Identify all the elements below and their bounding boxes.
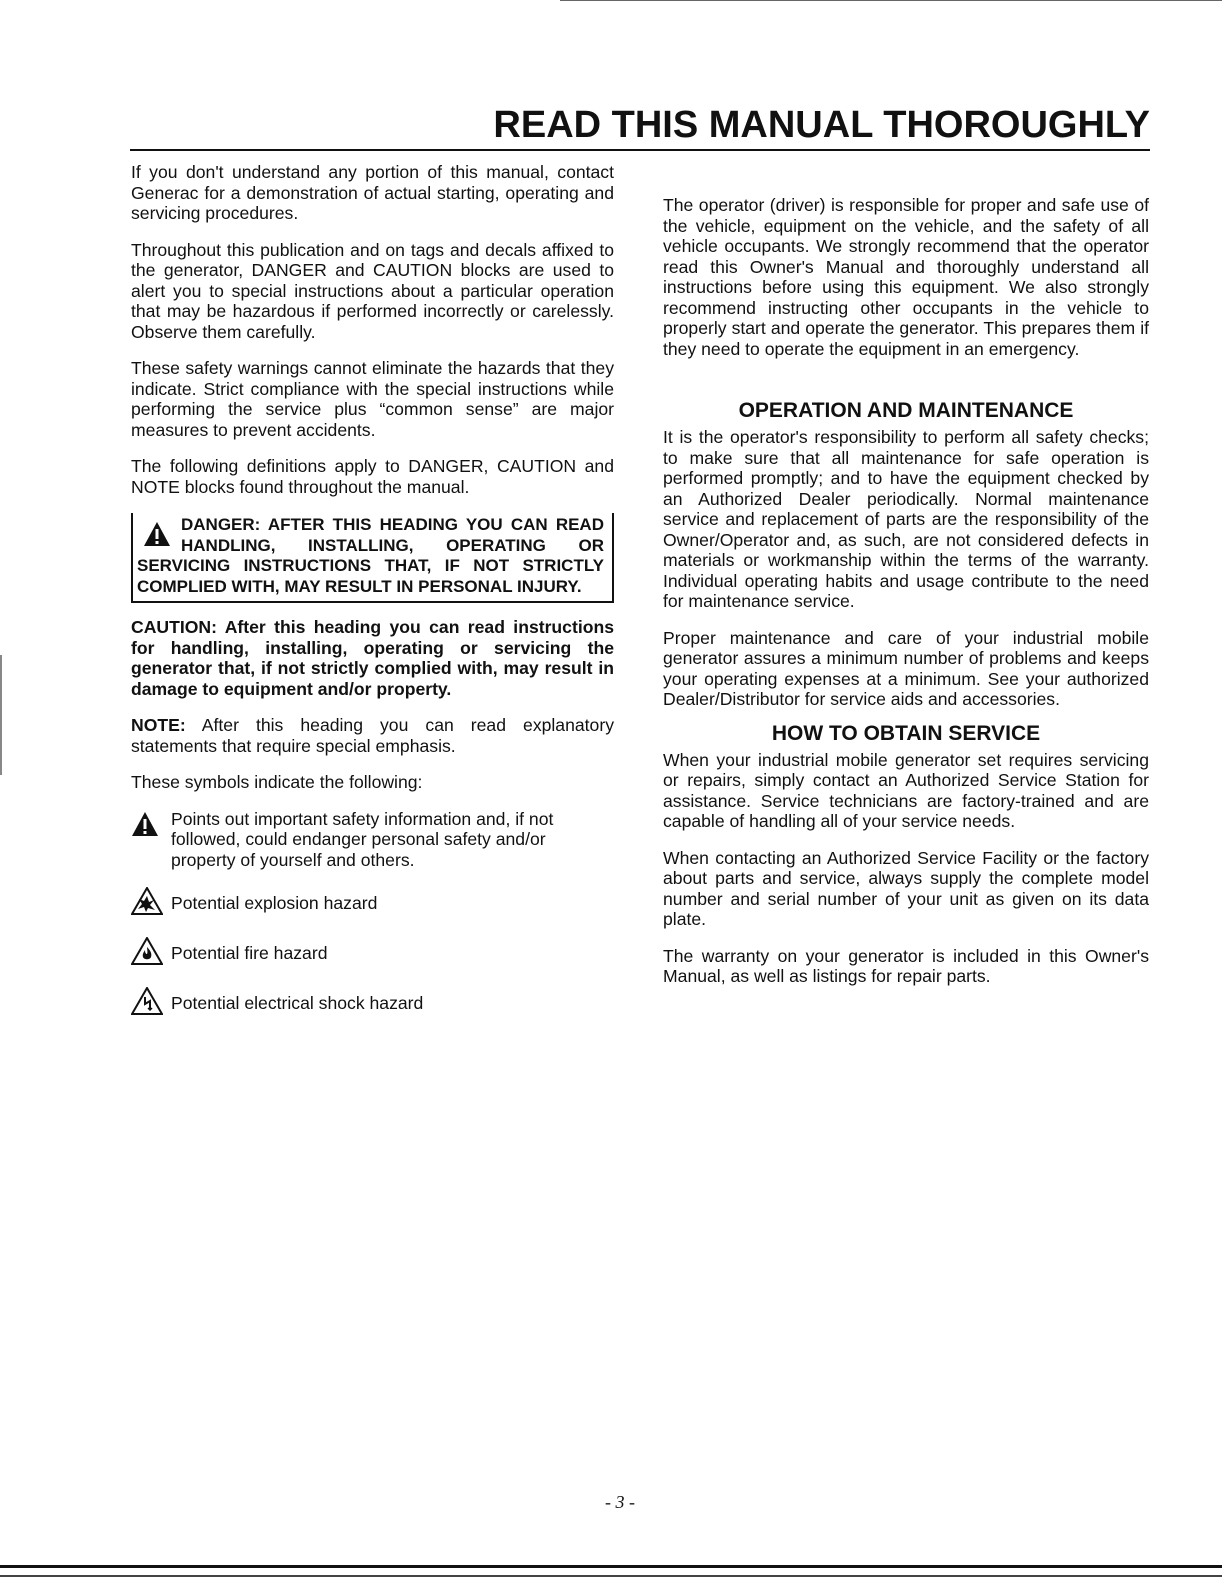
symbol-shock-row [131,988,614,1018]
symbol-explosion-text: Potential explosion hazard [171,892,378,913]
intro-paragraph: If you don't understand any portion of this manual, contact Generac for a demonstration of actual starting, operating and servicing procedures. [131,162,614,223]
warranty-paragraph: The warranty on your generator is included in this Owner's Manual, as well as listings for repair parts. [663,945,1149,986]
operation-maintenance-heading: OPERATION AND MAINTENANCE [738,399,1074,422]
note-label: NOTE: [131,715,186,735]
explosion-hazard-icon [131,887,171,920]
symbol-safety-text: Points out important safety information and, if not followed, could endanger personal safety and/or property of yourself and others. [171,808,554,870]
page-title: READ THIS MANUAL THOROUGHLY [493,104,1150,146]
left-column [131,162,614,1038]
symbol-explosion-row [131,888,614,918]
safety-alert-icon [131,809,171,842]
right-column [663,195,1149,1003]
caution-block: CAUTION: After this heading you can read instructions for handling, installing, operating or servicing the generator that, if not strictly complied with, may result in damage to equipment and/or property. [131,617,614,699]
symbol-safety-row [131,809,614,871]
service-paragraph-2: When contacting an Authorized Service Facility or the factory about parts and service, always supply the complete model number and serial number of your unit as given on its data plate. [663,847,1149,929]
symbol-shock-text: Potential electrical shock hazard [171,992,424,1013]
symbol-fire-text: Potential fire hazard [171,942,328,963]
operation-paragraph-2: Proper maintenance and care of your industrial mobile generator assures a minimum number of problems and keeps your operating expenses at a minimum. See your authorized Dealer/Distributor for service aids and accessories. [663,627,1149,709]
electrical-shock-icon [131,987,171,1020]
operator-responsibility-paragraph: The operator (driver) is responsible for proper and safe use of the vehicle, equipment on the vehicle, and the safety of all vehicle occupants. We strongly recommend that the operator read this Owner's Manual and thoroughly understand all instructions before using this equipment. We also strongly recommend instructing other occupants in the vehicle to properly start and operate the generator. This prepares them if they need to operate the equipment in an emergency. [663,195,1149,359]
note-block [131,715,614,756]
warning-triangle-icon [143,521,171,553]
title-underline [130,149,1150,151]
fire-hazard-icon [131,937,171,970]
page-number: - 3 - [605,1492,635,1512]
service-paragraph-1: When your industrial mobile generator set requires servicing or repairs, simply contact an Authorized Service Station for assistance. Service technicians are factory-trained and are capable of handling all of your service needs. [663,749,1149,831]
danger-text: DANGER: AFTER THIS HEADING YOU CAN READ HANDLING, INSTALLING, OPERATING OR SERVICING INSTRUCTIONS THAT, IF NOT STRICTLY COMPLIED WITH, MAY RESULT IN PERSONAL INJURY. [137,515,604,596]
obtain-service-heading: HOW TO OBTAIN SERVICE [771,721,1041,745]
danger-caution-paragraph: Throughout this publication and on tags and decals affixed to the generator, DANGER and CAUTION blocks are used to alert you to special instructions about a particular operation that may be hazardous if performed incorrectly or carelessly. Observe them carefully. [131,239,614,342]
note-text: After this heading you can read explanatory statements that require special emphasis. [131,715,614,756]
bottom-border-line [0,1565,1222,1568]
symbols-intro: These symbols indicate the following: [131,772,423,792]
bottom-border-line-2 [0,1575,1222,1577]
symbol-fire-row [131,938,614,968]
safety-warnings-paragraph: These safety warnings cannot eliminate the hazards that they indicate. Strict compliance with the special instructions while performing the service plus “common sense” are major measures to prevent accidents. [131,358,614,440]
definitions-paragraph: The following definitions apply to DANGER, CAUTION and NOTE blocks found throughout the manual. [131,456,614,497]
scan-edge-mark [0,655,2,775]
danger-block [131,513,614,603]
operation-paragraph-1: It is the operator's responsibility to perform all safety checks; to make sure that all maintenance for safe operation is performed promptly; and to have the equipment checked by an Authorized Dealer periodically. Normal maintenance service and replacement of parts are the responsibility of the Owner/Operator and, as such, are not considered defects in materials or workmanship within the terms of the warranty. Individual operating habits and usage contribute to the need for maintenance service. [663,427,1149,611]
top-border-line [560,0,1222,1]
